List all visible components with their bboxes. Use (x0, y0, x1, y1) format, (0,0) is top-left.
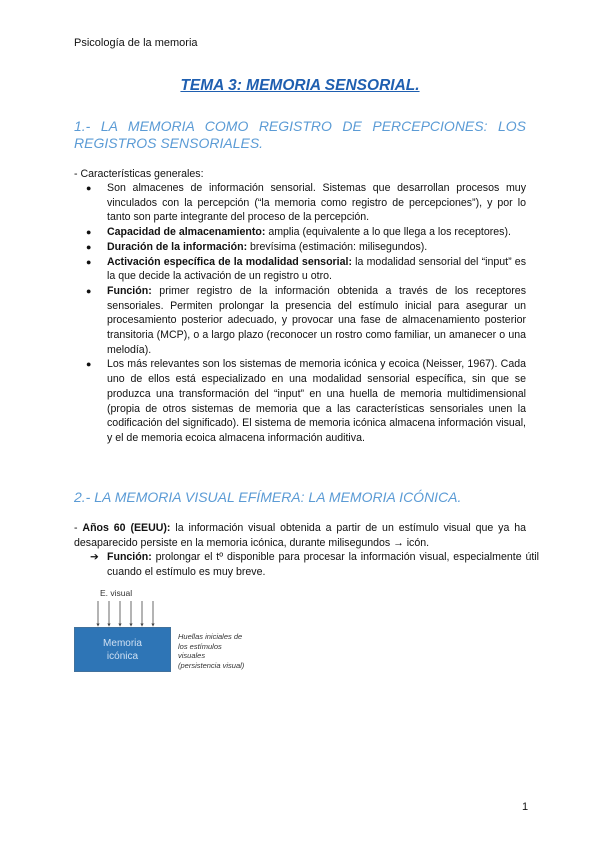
section-1-heading: 1.- LA MEMORIA COMO REGISTRO DE PERCEPCIONES: LOS REGISTROS SENSORIALES. (74, 118, 526, 151)
running-header: Psicología de la memoria (74, 37, 198, 49)
section-2-heading: 2.- LA MEMORIA VISUAL EFÍMERA: LA MEMORIA ICÓNICA. (74, 489, 462, 505)
diagram-note: Huellas iniciales de los estímulos visuales (persistencia visual) (178, 632, 245, 670)
stimulus-label: E. visual (100, 588, 133, 598)
list-item: ● Función: primer registro de la información obtenida a través de los receptores sensoriales. Permiten prolongar la presencia del estímulo inicial para asegurar un procesamiento posterior adecuado, y provocar una fase de almacenamiento posterior transitoria (MCP), o a largo plazo (reconocer un rostro como familiar, un amanecer o una melodía). (94, 284, 526, 358)
list-item: ● Capacidad de almacenamiento: amplia (equivalente a lo que llega a los receptores). (94, 225, 526, 240)
list-item: ● Duración de la información: brevísima (estimación: milisegundos). (94, 240, 526, 255)
arrow-right-icon: ➔ (90, 551, 99, 563)
characteristics-list (94, 181, 526, 446)
section-2-paragraph: - Años 60 (EEUU): la información visual obtenida a partir de un estímulo visual que ya ha desaparecido persiste en la memoria icónica, durante milisegundos → icón. (74, 522, 526, 549)
page-title: TEMA 3: MEMORIA SENSORIAL. (180, 77, 420, 94)
list-item: ● Son almacenes de información sensorial. Sistemas que desarrollan procesos muy vinculados con la percepción (“la memoria como registro de percepciones”), y por lo tanto son parte integrante del proceso de la percepción. (94, 181, 526, 225)
function-arrow-item: ➔ Función: prolongar el tº disponible para procesar la información visual, especialmente útil cuando el estímulo es muy breve. (90, 551, 539, 578)
iconic-memory-box: Memoria icónica (74, 627, 171, 672)
page-number: 1 (522, 801, 529, 813)
section-1-intro: - Características generales: (74, 168, 204, 180)
list-item: ● Los más relevantes son los sistemas de memoria icónica y ecoica (Neisser, 1967). Cada uno de ellos está especializado en una modalidad sensorial específica, sin que se produzca una transformación del “input” en una huella de memoria multidimensional (propia de otros sistemas de memoria que a las características sensoriales unen la codificación del significado). El sistema de memoria icónica almacena información visual, y el de memoria ecoica almacena información auditiva. (94, 357, 526, 445)
iconic-memory-diagram (74, 588, 274, 678)
list-item: ● Activación específica de la modalidad sensorial: la modalidad sensorial del “input” es la que decide la activación de un registro u otro. (94, 255, 526, 284)
